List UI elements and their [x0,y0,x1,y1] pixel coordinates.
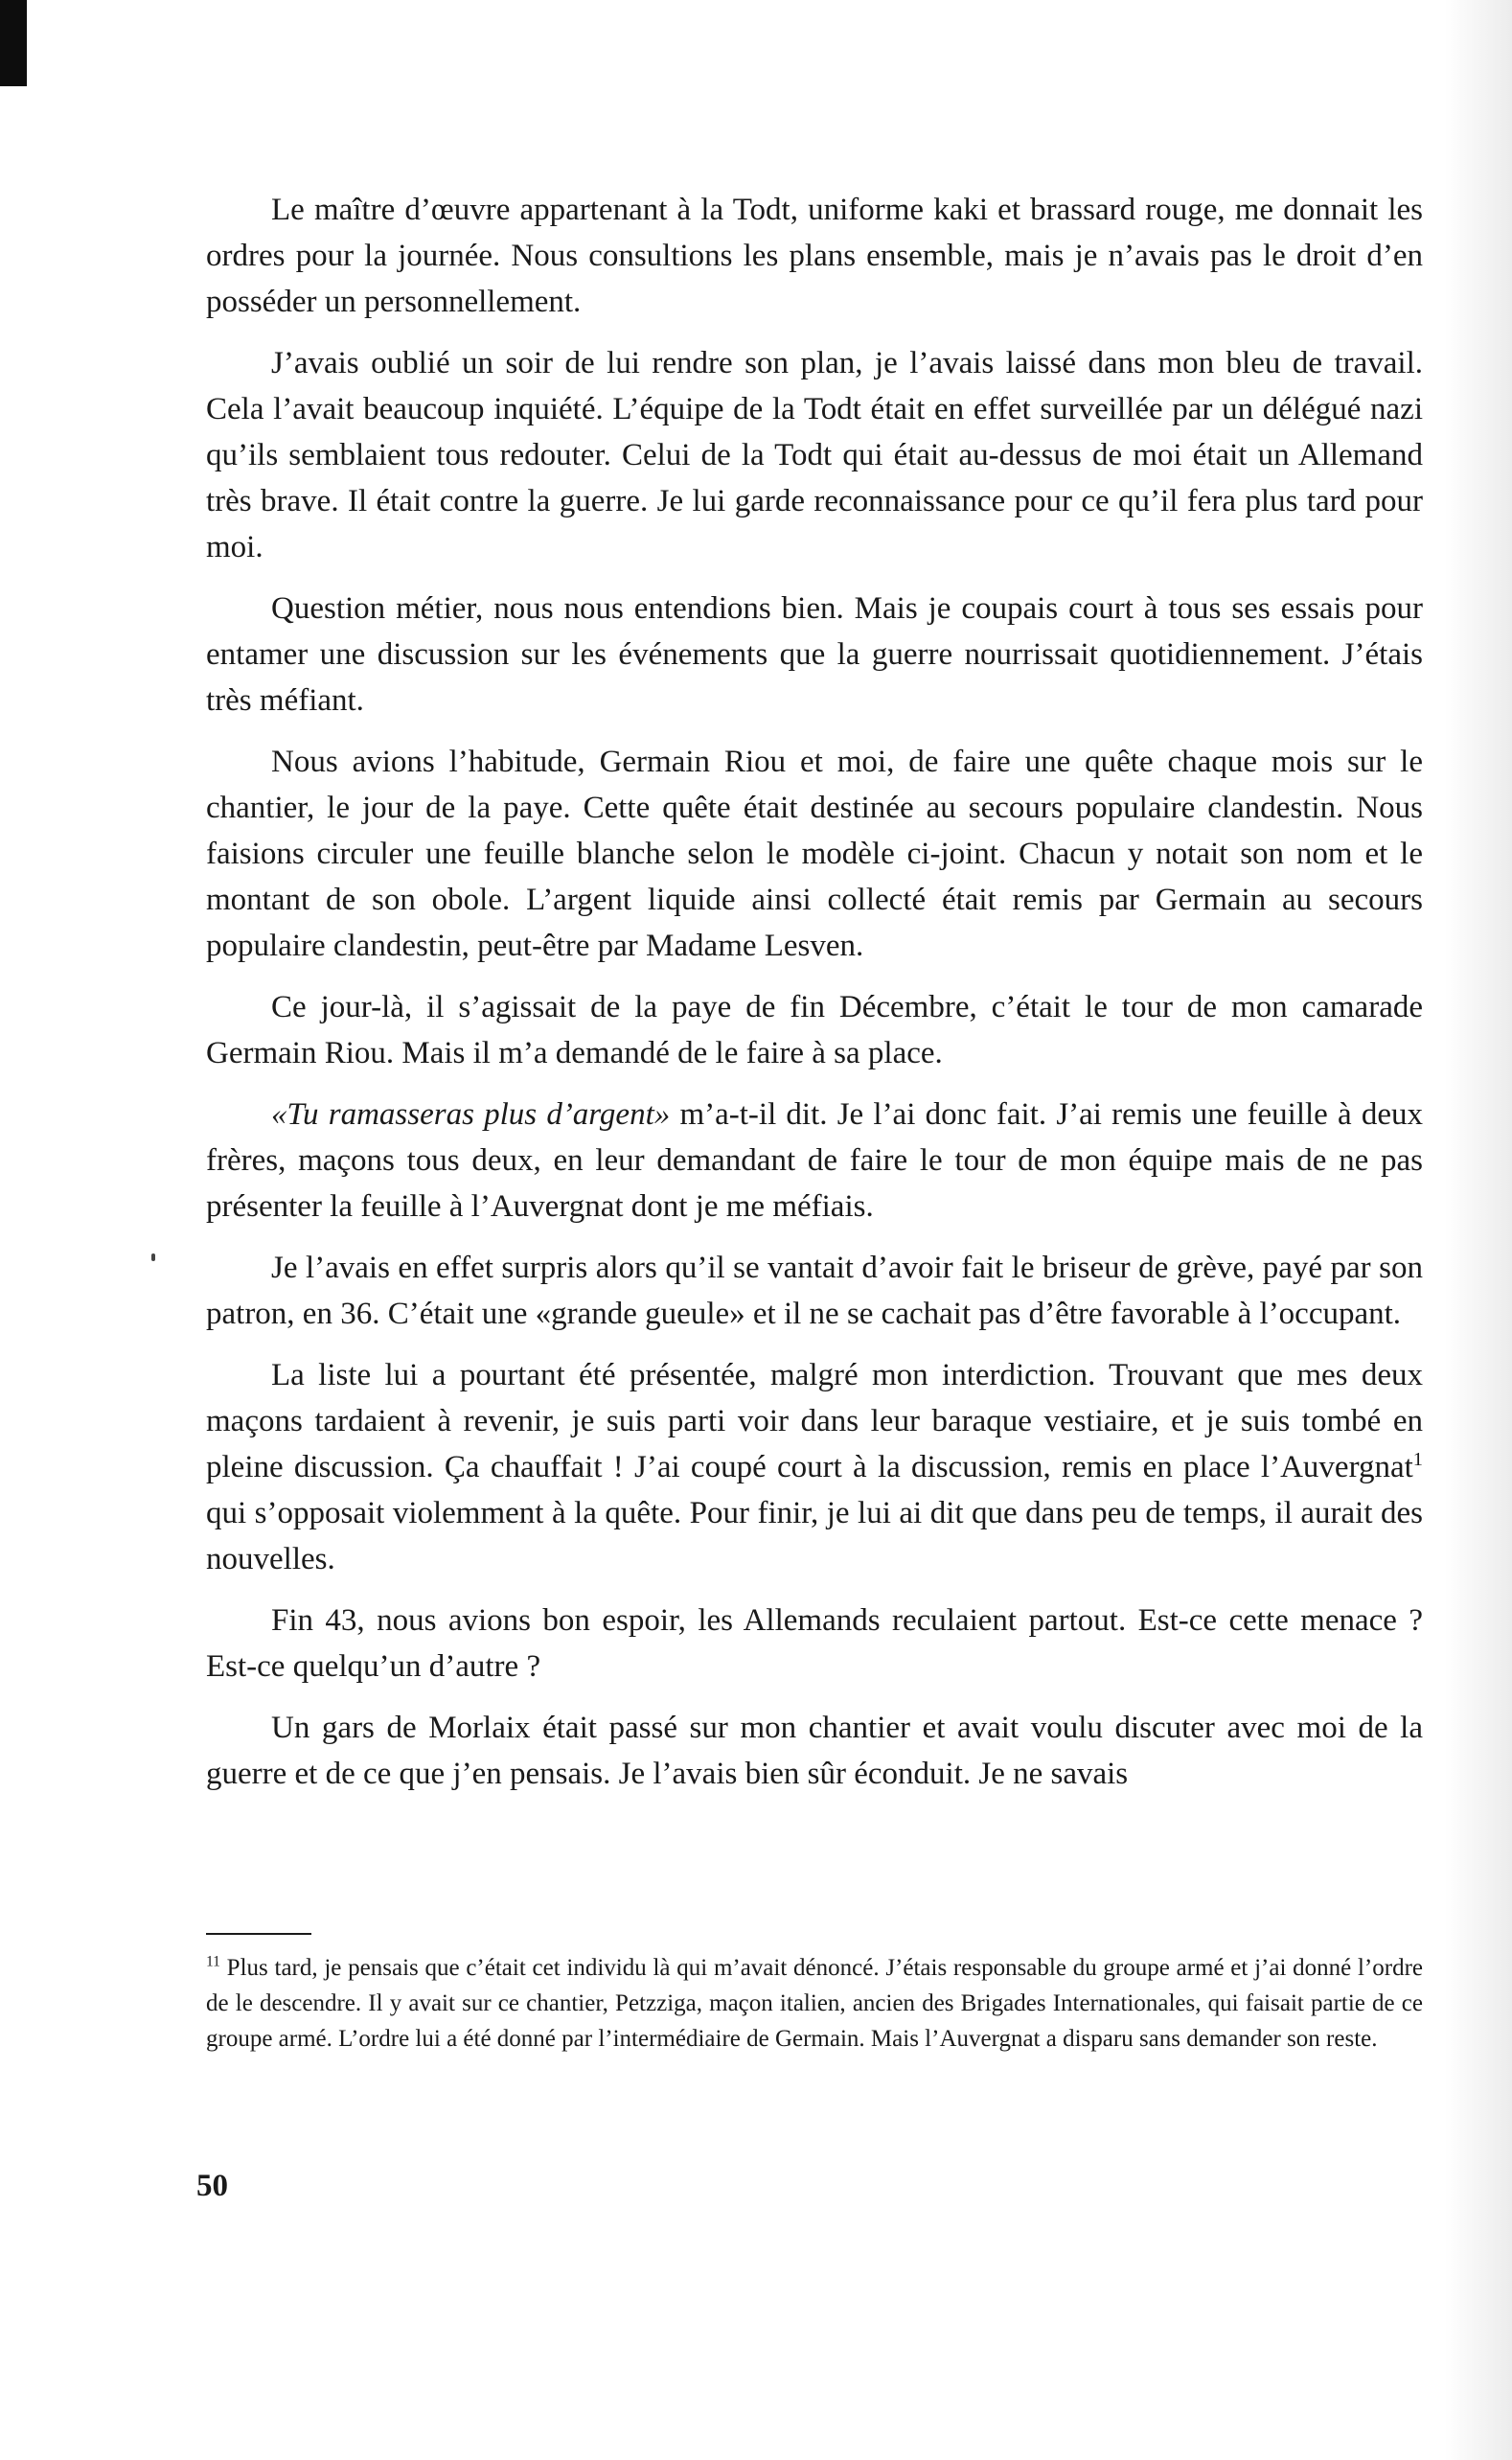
paragraph-4: Nous avions l’habitude, Germain Riou et moi, de faire une quête chaque mois sur le chantier, le jour de la paye. Cette quête était destinée au secours populaire clandestin. Nous faisions circuler une feuille blanche selon le modèle ci-joint. Chacun y notait son nom et le montant de son obole. L’argent liquide ainsi collecté était remis par Germain au secours populaire clandestin, peut-être par Madame Lesven. [206,745,1423,963]
page-number: 50 [196,2169,228,2203]
page-edge-shadow [1445,0,1512,2460]
footnote-reference: 1 [1412,1449,1423,1470]
paragraph-8 [206,1352,1423,1582]
footnote-marker: 11 [206,1953,220,1970]
paragraph-6-rest: m’a-t-il dit. Je l’ai donc fait. J’ai remis une feuille à deux frères, maçons tous deux, en leur demandant de faire le tour de mon équipe mais de ne pas présenter la feuille à l’Auvergnat dont je me méfiais. [206,1097,1423,1224]
paragraph-6 [206,1092,1423,1230]
footnotes [206,1950,1423,2057]
margin-speck [151,1253,155,1261]
paragraph-5: Ce jour-là, il s’agissait de la paye de fin Décembre, c’était le tour de mon camarade Germain Riou. Mais il m’a demandé de le faire à sa place. [206,990,1423,1070]
paragraph-1: Le maître d’œuvre appartenant à la Todt, uniforme kaki et brassard rouge, me donnait les ordres pour la journée. Nous consultions les plans ensemble, mais je n’avais pas le droit d’en posséder un personnellement. [206,193,1423,319]
quoted-speech: «Tu ramasseras plus d’argent» [271,1097,671,1132]
body-text [206,187,1423,1812]
paragraph-7: Je l’avais en effet surpris alors qu’il se vantait d’avoir fait le briseur de grève, payé par son patron, en 36. C’était une «grande gueule» et il ne se cachait pas d’être favorable à l’occupant. [206,1251,1423,1331]
scan-binding-mark [0,0,27,86]
footnote [206,1950,1423,2057]
paragraph-3: Question métier, nous nous entendions bien. Mais je coupais court à tous ses essais pour entamer une discussion sur les événements que la guerre nourrissait quotidiennement. J’étais très méfiant. [206,591,1423,718]
paragraph-9: Fin 43, nous avions bon espoir, les Allemands reculaient partout. Est-ce cette menace ? Est-ce quelqu’un d’autre ? [206,1603,1423,1684]
footnote-separator [206,1933,311,1935]
footnote-text: Plus tard, je pensais que c’était cet individu là qui m’avait dénoncé. J’étais responsable du groupe armé et j’ai donné l’ordre de le descendre. Il y avait sur ce chantier, Petzziga, maçon italien, ancien des Brigades Internationales, qui faisait partie de ce groupe armé. L’ordre lui a été donné par l’intermédiaire de Germain. Mais l’Auvergnat a disparu sans demander son reste. [206,1955,1423,2052]
paragraph-8-after-note: qui s’opposait violemment à la quête. Pour finir, je lui ai dit que dans peu de temps, il aurait des nouvelles. [206,1496,1423,1576]
paragraph-10: Un gars de Morlaix était passé sur mon chantier et avait voulu discuter avec moi de la guerre et de ce que j’en pensais. Je l’avais bien sûr éconduit. Je ne savais [206,1711,1423,1791]
paragraph-2: J’avais oublié un soir de lui rendre son plan, je l’avais laissé dans mon bleu de travail. Cela l’avait beaucoup inquiété. L’équipe de la Todt était en effet surveillée par un délégué nazi qu’ils semblaient tous redouter. Celui de la Todt qui était au-dessus de moi était un Allemand très brave. Il était contre la guerre. Je lui garde reconnaissance pour ce qu’il fera plus tard pour moi. [206,346,1423,564]
paragraph-8-before-note: La liste lui a pourtant été présentée, malgré mon interdiction. Trouvant que mes deux maçons tardaient à revenir, je suis parti voir dans leur baraque vestiaire, et je suis tombé en pleine discussion. Ça chauffait ! J’ai coupé court à la discussion, remis en place l’Auvergnat [206,1358,1423,1484]
